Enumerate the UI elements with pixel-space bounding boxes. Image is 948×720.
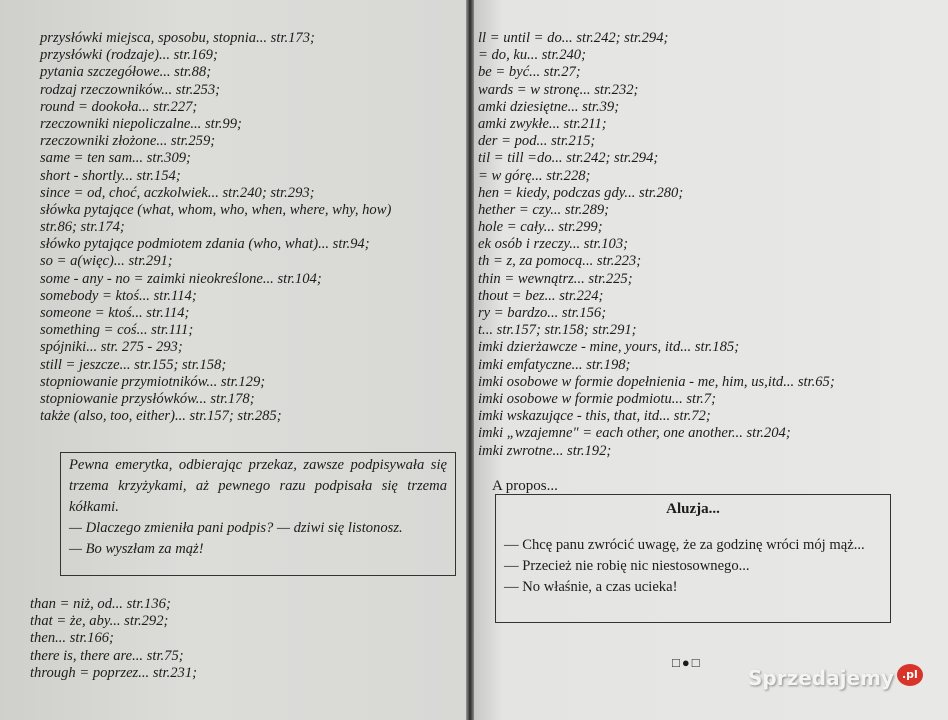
index-entry: than = niż, od... str.136; [30,596,171,612]
watermark-logo: Sprzedajemy [748,666,894,690]
joke-paragraph: Pewna emerytka, odbierając przekaz, zawsze podpisywała się trzema krzyżykami, aż pewnego razu podpisała się trzema kółkami. [69,457,447,515]
index-entry: = w górę... str.228; [478,167,591,184]
index-entry: something = coś... str.111; [40,322,194,339]
index-entry: przysłówki miejsca, sposobu, stopnia... str.173; [40,30,315,46]
index-entry: hether = czy... str.289; [478,201,610,218]
index-entry: so = a(więc)... str.291; [40,253,173,270]
index-entry: hole = cały... str.299; [478,219,603,236]
index-list-bottom [30,596,197,682]
index-entry: słówko pytające podmiotem zdania (who, what)... str.94; [40,236,370,253]
apropos-heading: A propos... [492,478,558,494]
index-entry: stopniowanie przysłówków... str.178; [40,390,255,407]
index-list [40,30,391,425]
left-page [0,0,466,720]
index-entry: spójniki... str. 275 - 293; [40,339,183,356]
index-entry: ek osób i rzeczy... str.103; [478,236,628,253]
index-entry: thin = wewnątrz... str.225; [478,270,633,287]
index-entry: rzeczowniki złożone... str.259; [40,133,216,150]
index-entry: imki osobowe w formie dopełnienia - me, him, us,itd... str.65; [478,373,835,390]
index-entry: that = że, aby... str.292; [30,613,169,630]
index-entry: ry = bardzo... str.156; [478,305,607,321]
index-entry: hen = kiedy, podczas gdy... str.280; [478,184,684,201]
index-entry: str.86; str.174; [40,219,125,236]
index-entry: rzeczowniki niepoliczalne... str.99; [40,115,242,132]
index-entry: then... str.166; [30,630,114,647]
joke-paragraph: — No właśnie, a czas ucieka! [504,579,678,595]
index-entry: przysłówki (rodzaje)... str.169; [40,47,218,64]
index-entry: somebody = ktoś... str.114; [40,287,197,304]
index-entry: imki emfatyczne... str.198; [478,356,631,373]
joke-box [60,452,456,576]
index-entry: through = poprzez... str.231; [30,664,198,681]
index-entry: także (also, too, either)... str.157; str.285; [40,408,282,425]
index-entry: imki „wzajemne" = each other, one another... str.204; [478,425,791,442]
index-entry: someone = ktoś... str.114; [40,305,190,321]
index-entry: imki wskazujące - this, that, itd... str.72; [478,408,711,425]
joke-paragraph: — Dlaczego zmieniła pani podpis? — dziwi się listonosz. [69,520,403,536]
joke-box-aluzja [495,494,891,623]
watermark-badge: .pl [897,664,923,686]
index-entry: pytania szczegółowe... str.88; [40,64,212,81]
joke-title: Aluzja... [666,501,720,517]
index-entry: imki dzierżawcze - mine, yours, itd... str.185; [478,339,740,356]
index-entry: stopniowanie przymiotników... str.129; [40,373,266,390]
index-entry: be = być... str.27; [478,64,581,81]
index-entry: short - shortly... str.154; [40,167,181,184]
index-entry: słówka pytające (what, whom, who, when, where, why, how) [40,201,392,218]
index-entry: amki dziesiętne... str.39; [478,98,620,115]
joke-paragraph: — Chcę panu zwrócić uwagę, że za godzinę wróci mój mąż... [504,537,865,553]
index-entry: some - any - no = zaimki nieokreślone... str.104; [40,270,322,287]
index-entry: rodzaj rzeczowników... str.253; [40,81,220,98]
right-page [474,0,948,720]
joke-paragraph: — Przecież nie robię nic niestosownego... [504,558,750,574]
book-gutter [466,0,474,720]
index-entry: der = pod... str.215; [478,133,596,150]
index-entry: thout = bez... str.224; [478,287,604,304]
index-entry: round = dookoła... str.227; [40,98,198,115]
index-entry: imki zwrotne... str.192; [478,442,612,459]
index-entry: th = z, za pomocą... str.223; [478,253,642,270]
index-entry: same = ten sam... str.309; [40,150,191,167]
index-entry: til = till =do... str.242; str.294; [478,150,659,167]
index-entry: amki zwykłe... str.211; [478,115,607,132]
index-entry: still = jeszcze... str.155; str.158; [40,356,227,373]
index-entry: imki osobowe w formie podmiotu... str.7; [478,390,716,407]
joke-paragraph: — Bo wyszłam za mąż! [69,541,204,557]
index-entry: wards = w stronę... str.232; [478,81,639,98]
index-entry: t... str.157; str.158; str.291; [478,322,637,339]
watermark [748,664,923,692]
ornament: □●□ [672,655,702,670]
index-entry: = do, ku... str.240; [478,47,586,64]
index-entry: ll = until = do... str.242; str.294; [478,30,669,46]
index-entry: since = od, choć, aczkolwiek... str.240; str.293; [40,184,315,201]
index-list-right [478,30,835,460]
index-entry: there is, there are... str.75; [30,647,184,664]
